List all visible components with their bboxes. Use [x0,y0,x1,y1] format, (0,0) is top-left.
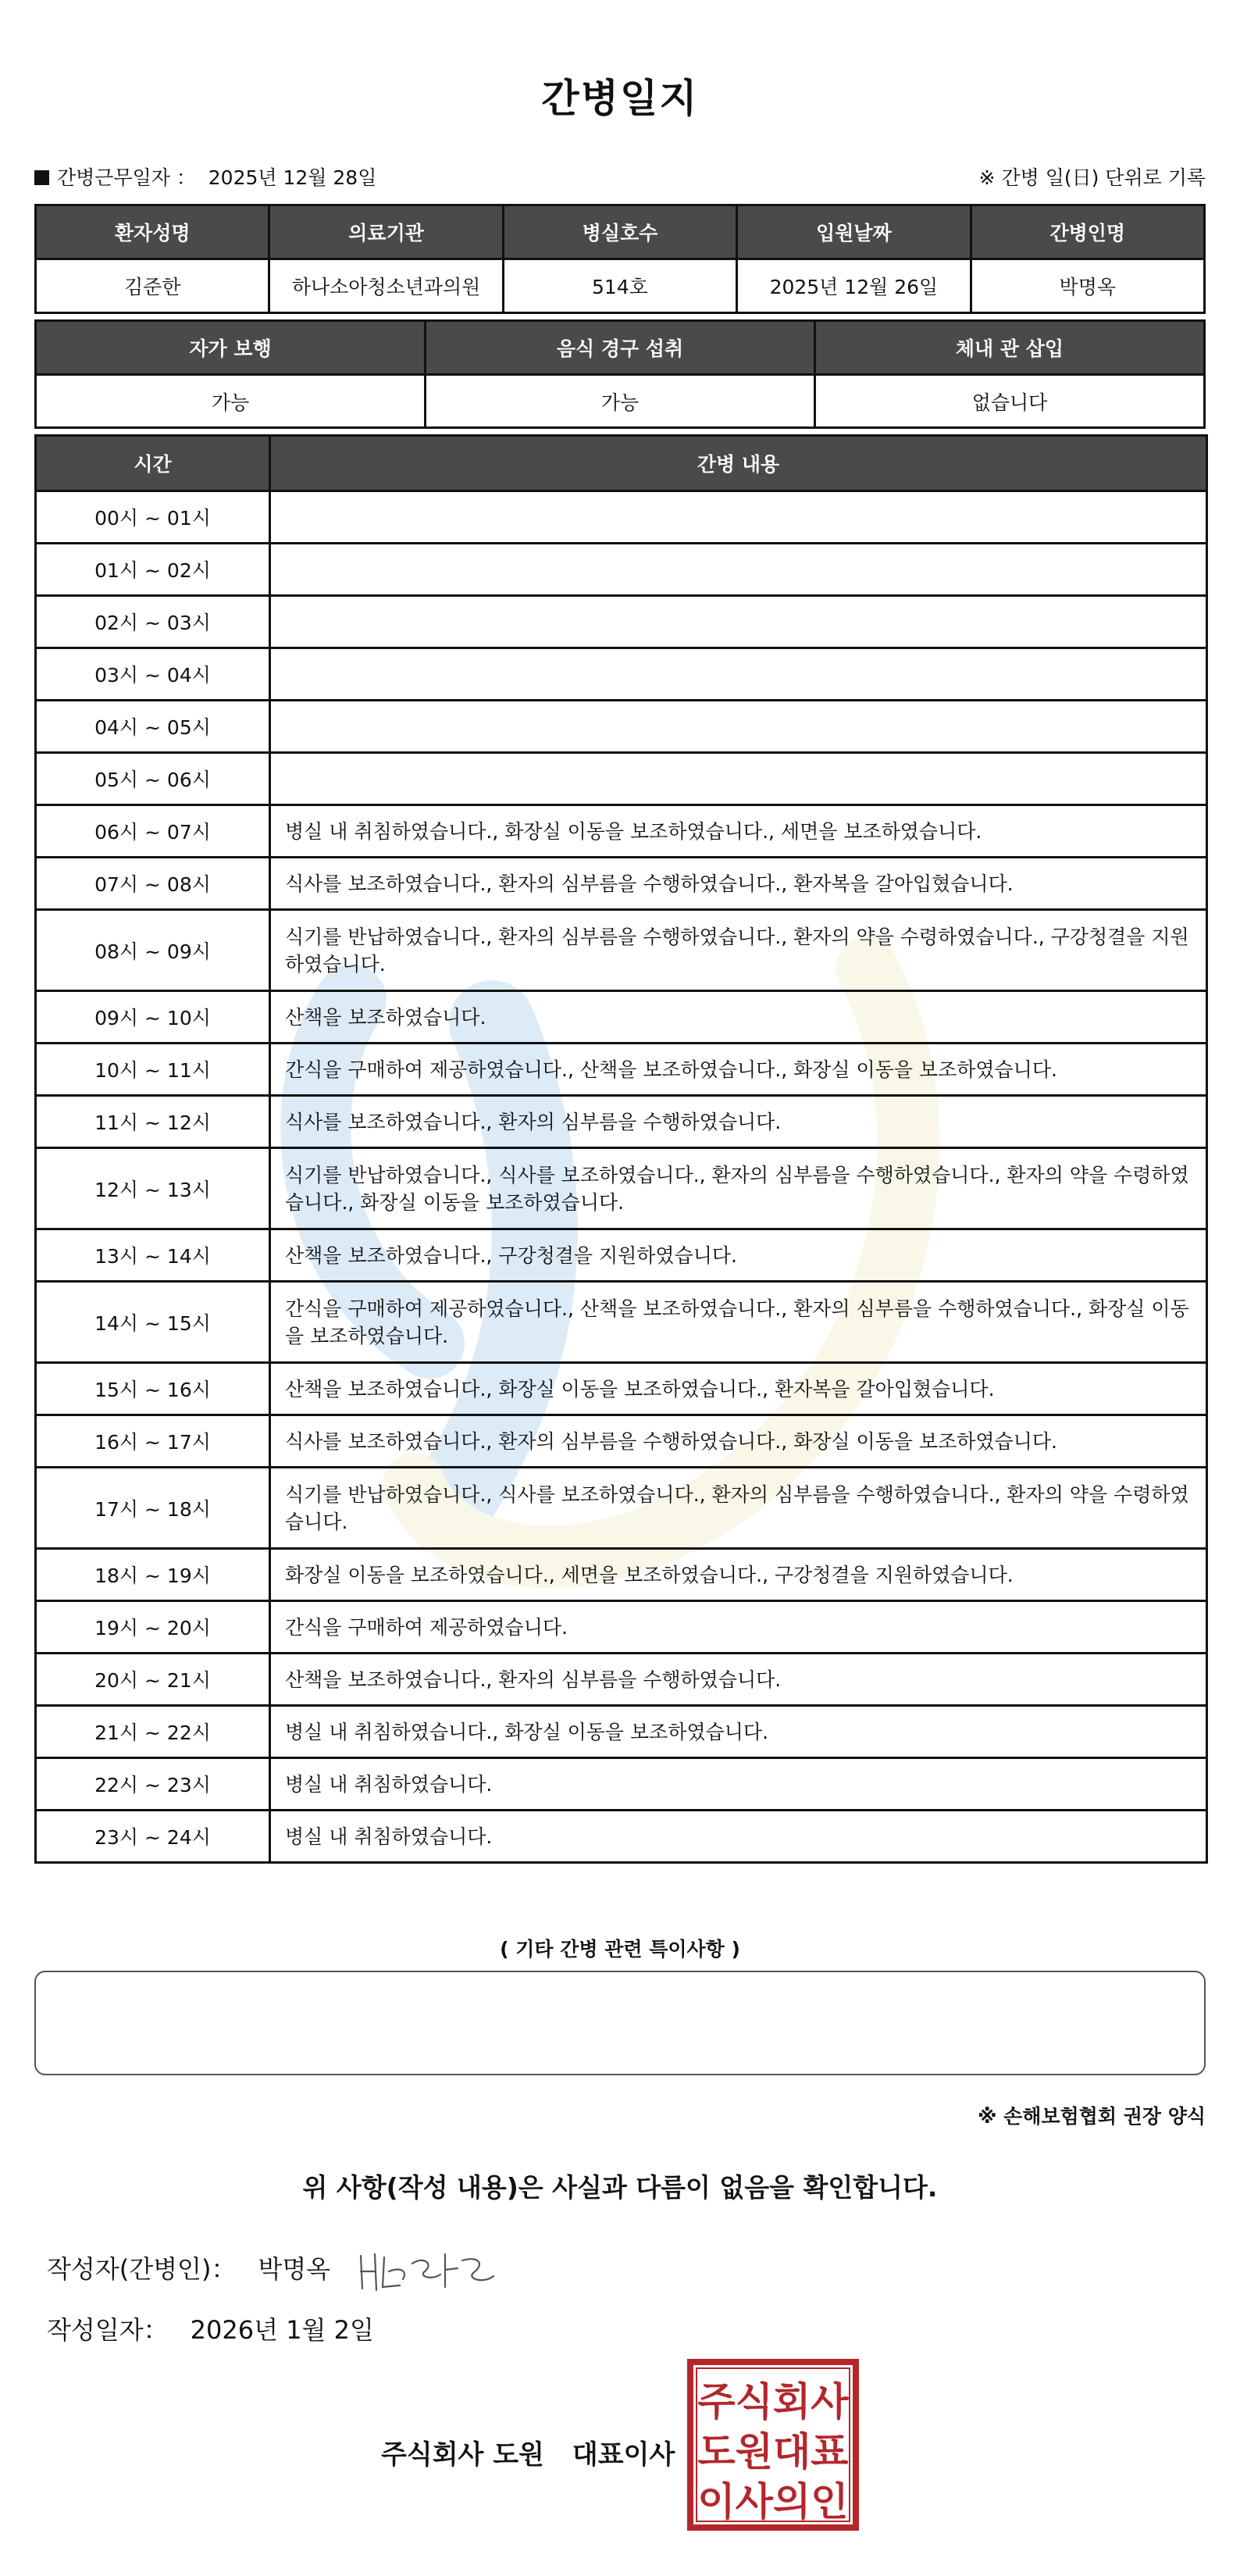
care-row-content: 식사를 보조하였습니다., 환자의 심부름을 수행하였습니다., 환자복을 갈아입혔습니다. [270,858,1207,910]
care-row-time: 11시 ~ 12시 [36,1096,270,1148]
header-tube: 체내 관 삽입 [815,321,1205,375]
care-log-table [34,434,1208,1864]
special-notes-title: ( 기타 간병 관련 특이사항 ) [500,1938,740,1961]
care-row-time: 23시 ~ 24시 [36,1811,270,1863]
care-row-content: 산책을 보조하였습니다., 환자의 심부름을 수행하였습니다. [270,1654,1207,1706]
confirmation-statement: 위 사항(작성 내용)은 사실과 다름이 없음을 확인합니다. [302,2172,938,2203]
room-number: 514호 [503,259,736,313]
care-row-time: 10시 ~ 11시 [36,1044,270,1096]
caregiver-name: 박명옥 [971,259,1204,313]
writer-label: 작성자(간병인)： [47,2254,237,2284]
care-row [36,1044,1207,1096]
care-row-content: 산책을 보조하였습니다., 구강청결을 지원하였습니다. [270,1229,1207,1282]
care-row [36,1706,1207,1758]
care-row-time: 02시 ~ 03시 [36,596,270,648]
care-row-content: 병실 내 취침하였습니다., 화장실 이동을 보조하였습니다. [270,1706,1207,1758]
care-row-time: 12시 ~ 13시 [36,1148,270,1229]
care-row-content: 식사를 보조하였습니다., 환자의 심부름을 수행하였습니다., 화장실 이동을 보조하였습니다. [270,1415,1207,1468]
care-row [36,1363,1207,1415]
care-row-content: 산책을 보조하였습니다. [270,991,1207,1044]
care-row-time: 18시 ~ 19시 [36,1549,270,1601]
care-row-content: 병실 내 취침하였습니다. [270,1811,1207,1863]
care-row-content: 병실 내 취침하였습니다., 화장실 이동을 보조하였습니다., 세면을 보조하였습니다. [270,805,1207,858]
work-date-label: 간병근무일자 ： [57,166,196,189]
header-caregiver-name: 간병인명 [971,205,1204,259]
care-row-content: 식기를 반납하였습니다., 식사를 보조하였습니다., 환자의 심부름을 수행하였습니다., 환자의 약을 수령하였습니다., 화장실 이동을 보조하였습니다. [270,1148,1207,1229]
written-date-value: 2026년 1월 2일 [190,2315,374,2345]
care-row-time: 15시 ~ 16시 [36,1363,270,1415]
header-walking: 자가 보행 [36,321,426,375]
care-row-content: 식사를 보조하였습니다., 환자의 심부름을 수행하였습니다. [270,1096,1207,1148]
square-bullet-icon [34,170,49,185]
care-row-time: 06시 ~ 07시 [36,805,270,858]
header-care-content: 간병 내용 [270,436,1207,491]
header-hospital: 의료기관 [269,205,503,259]
care-row-content [270,701,1207,753]
care-row [36,1282,1207,1363]
representative-title: 대표이사 [572,2439,675,2471]
care-row-content [270,596,1207,648]
care-row-content: 화장실 이동을 보조하였습니다., 세면을 보조하였습니다., 구강청결을 지원하였습니다. [270,1549,1207,1601]
written-date-line [47,2310,374,2346]
care-row-content: 간식을 구매하여 제공하였습니다., 산책을 보조하였습니다., 환자의 심부름을 수행하였습니다., 화장실 이동을 보조하였습니다. [270,1282,1207,1363]
care-row [36,491,1207,544]
document-title: 간병일지 [541,76,699,121]
care-row-time: 19시 ~ 20시 [36,1601,270,1654]
care-row-time: 08시 ~ 09시 [36,910,270,991]
patient-status-table [34,319,1206,429]
header-time: 시간 [36,436,270,491]
care-row [36,910,1207,991]
admission-date: 2025년 12월 26일 [737,259,971,313]
care-row [36,596,1207,648]
care-row-time: 13시 ~ 14시 [36,1229,270,1282]
oral-intake-value: 가능 [426,375,815,428]
care-row [36,1229,1207,1282]
care-row-content [270,491,1207,544]
care-row-time: 09시 ~ 10시 [36,991,270,1044]
care-row-time: 01시 ~ 02시 [36,544,270,596]
care-row [36,544,1207,596]
header-oral-intake: 음식 경구 섭취 [426,321,815,375]
care-row [36,1549,1207,1601]
work-date-value: 2025년 12월 28일 [208,166,377,189]
care-row-time: 21시 ~ 22시 [36,1706,270,1758]
care-row [36,701,1207,753]
care-row [36,1758,1207,1811]
hospital-name: 하나소아청소년과의원 [269,259,503,313]
company-seal-stamp [686,2357,861,2532]
seal-line-1: 주식회사 [697,2379,849,2424]
walking-value: 가능 [36,375,426,428]
care-row-content: 식기를 반납하였습니다., 식사를 보조하였습니다., 환자의 심부름을 수행하였습니다., 환자의 약을 수령하였습니다. [270,1468,1207,1549]
seal-line-3: 이사의인 [697,2479,849,2524]
tube-value: 없습니다 [815,375,1205,428]
care-row-content: 간식을 구매하여 제공하였습니다. [270,1601,1207,1654]
writer-name: 박명옥 [258,2254,331,2284]
record-note: ※ 간병 일(日) 단위로 기록 [978,166,1206,189]
header-room: 병실호수 [503,205,736,259]
care-row-time: 00시 ~ 01시 [36,491,270,544]
care-row-time: 22시 ~ 23시 [36,1758,270,1811]
care-row-time: 05시 ~ 06시 [36,753,270,805]
care-row [36,1415,1207,1468]
care-row [36,1811,1207,1863]
care-row [36,858,1207,910]
header-patient-name: 환자성명 [36,205,269,259]
care-row [36,805,1207,858]
form-source-note: ※ 손해보험협회 권장 양식 [978,2105,1206,2128]
care-row [36,1148,1207,1229]
header-admission-date: 입원날짜 [737,205,971,259]
care-row [36,1096,1207,1148]
care-row-content: 식기를 반납하였습니다., 환자의 심부름을 수행하였습니다., 환자의 약을 수령하였습니다., 구강청결을 지원하였습니다. [270,910,1207,991]
care-row-content: 산책을 보조하였습니다., 화장실 이동을 보조하였습니다., 환자복을 갈아입혔습니다. [270,1363,1207,1415]
care-row [36,1468,1207,1549]
care-row [36,753,1207,805]
care-row-content: 병실 내 취침하였습니다. [270,1758,1207,1811]
company-name: 주식회사 도원 [381,2439,544,2471]
care-row-time: 07시 ~ 08시 [36,858,270,910]
care-row-content [270,648,1207,701]
care-row-time: 20시 ~ 21시 [36,1654,270,1706]
seal-line-2: 도원대표 [697,2429,849,2474]
care-row-time: 17시 ~ 18시 [36,1468,270,1549]
care-row-time: 14시 ~ 15시 [36,1282,270,1363]
handwritten-signature [353,2240,501,2303]
care-row [36,1654,1207,1706]
company-signature-line [381,2433,675,2471]
care-row [36,648,1207,701]
care-row-time: 04시 ~ 05시 [36,701,270,753]
work-date-line [34,162,376,191]
written-date-label: 작성일자： [47,2315,169,2345]
patient-info-table [34,204,1206,314]
care-row-content [270,544,1207,596]
care-row-content [270,753,1207,805]
care-row-content: 간식을 구매하여 제공하였습니다., 산책을 보조하였습니다., 화장실 이동을 보조하였습니다. [270,1044,1207,1096]
patient-name: 김준한 [36,259,269,313]
care-row-time: 16시 ~ 17시 [36,1415,270,1468]
writer-line [47,2250,330,2285]
care-row [36,991,1207,1044]
care-row [36,1601,1207,1654]
care-row-time: 03시 ~ 04시 [36,648,270,701]
special-notes-box [34,1971,1206,2075]
